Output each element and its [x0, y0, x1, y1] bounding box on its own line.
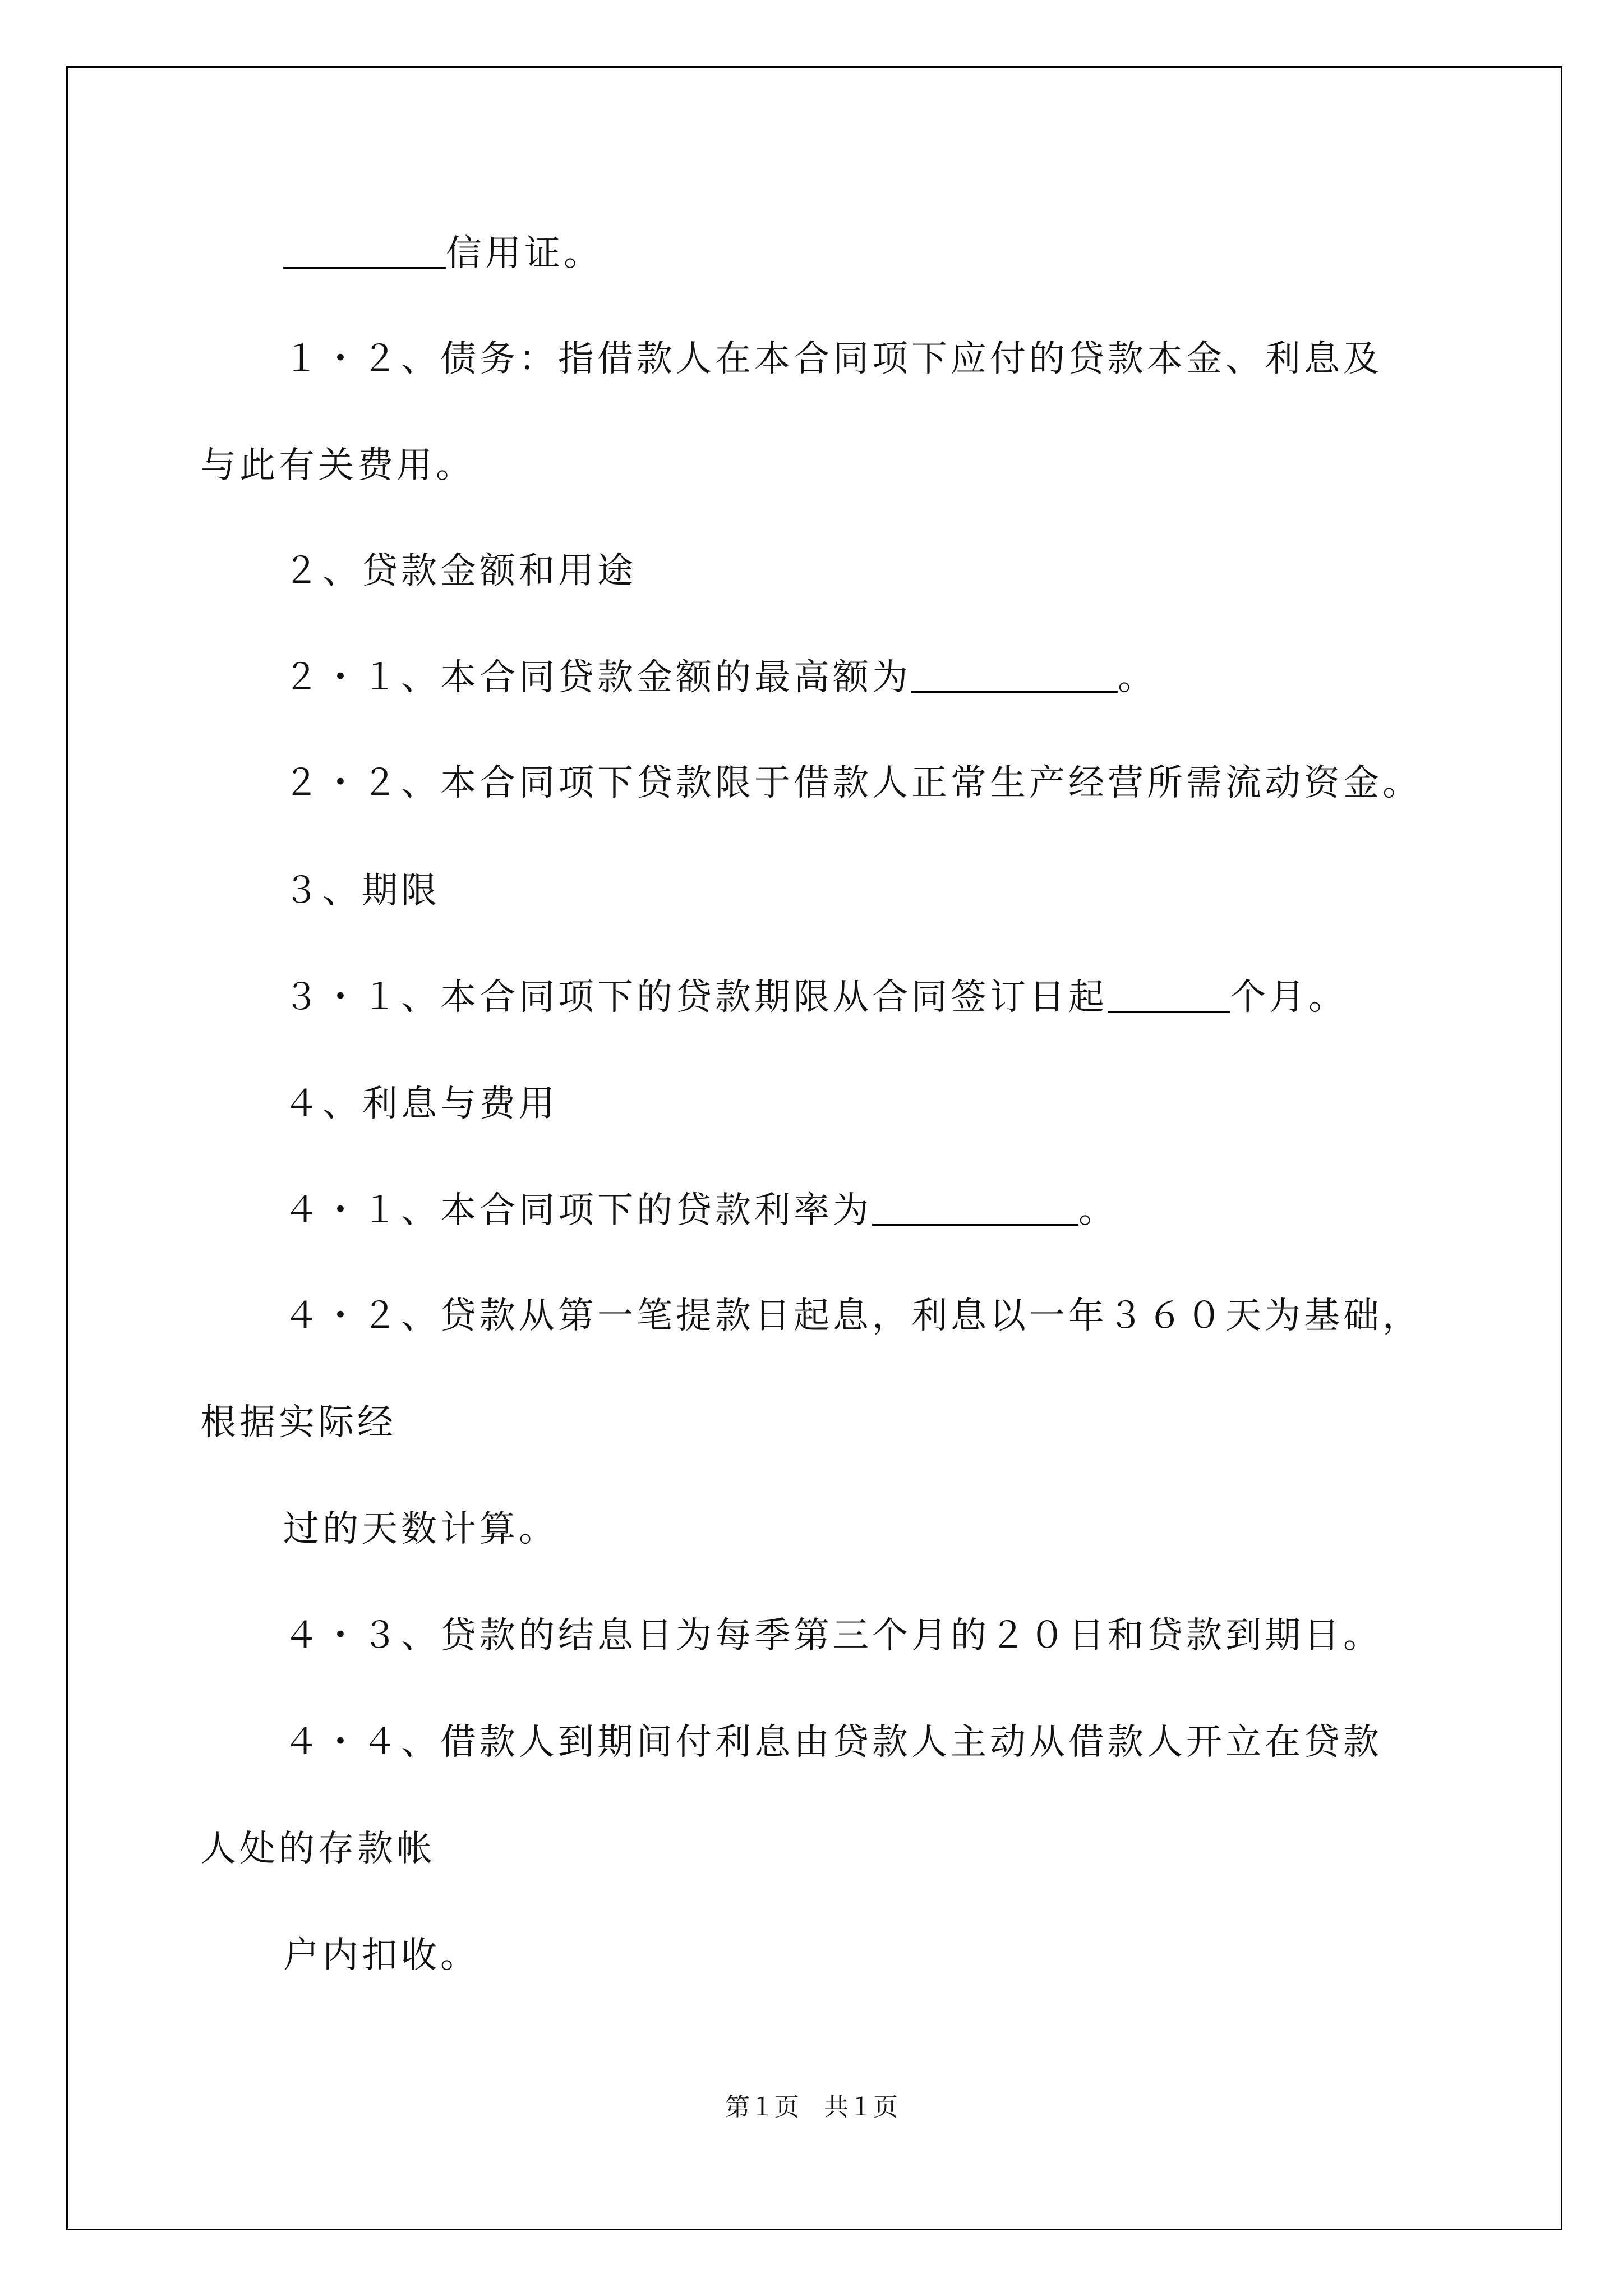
clause-1-2-text: １・２、债务：指借款人在本合同项下应付的贷款本金、利息及 [283, 338, 1382, 380]
clause-4-2-continuation-2: 过的天数计算。 [283, 1508, 558, 1550]
blank-field [1108, 977, 1230, 1013]
text-segment: ３・１、本合同项下的贷款期限从合同签订日起 [283, 977, 1108, 1018]
clause-4-2-continuation: 根据实际经 [200, 1402, 396, 1443]
text-segment: 个月。 [1230, 977, 1348, 1018]
text-segment: 。 [1118, 657, 1157, 698]
section-2-heading: ２、贷款金额和用途 [283, 550, 637, 592]
clause-4-2-text: ４・２、贷款从第一笔提款日起息，利息以一年３６０天为基础， [283, 1295, 1422, 1337]
clause-4-4-continuation: 人处的存款帐 [200, 1828, 436, 1870]
clause-3-1-text [283, 975, 1348, 1020]
clause-1-2-continuation: 与此有关费用。 [200, 445, 475, 486]
blank-field [283, 233, 446, 269]
clause-4-4-continuation-2: 户内扣收。 [283, 1935, 479, 1976]
text-segment: ４・１、本合同项下的贷款利率为 [283, 1190, 872, 1231]
clause-4-3-text: ４・３、贷款的结息日为每季第三个月的２０日和贷款到期日。 [283, 1615, 1382, 1657]
letter-of-credit-line [283, 231, 603, 276]
blank-field [872, 1190, 1078, 1226]
clause-2-1-text [283, 655, 1157, 700]
page-number-footer: 第１页 共１页 [725, 2093, 898, 2122]
clause-2-2-text: ２・２、本合同项下贷款限于借款人正常生产经营所需流动资金。 [283, 762, 1422, 804]
text-segment: ２・１、本合同贷款金额的最高额为 [283, 657, 911, 698]
blank-field [911, 657, 1118, 693]
clause-4-4-text: ４・４、借款人到期间付利息由贷款人主动从借款人开立在贷款 [283, 1722, 1382, 1763]
section-3-heading: ３、期限 [283, 870, 440, 912]
section-4-heading: ４、利息与费用 [283, 1083, 558, 1125]
text-segment: 。 [1078, 1190, 1118, 1231]
page-border [66, 66, 1562, 2230]
clause-4-1-text [283, 1188, 1118, 1233]
text-segment: 信用证。 [446, 233, 603, 274]
